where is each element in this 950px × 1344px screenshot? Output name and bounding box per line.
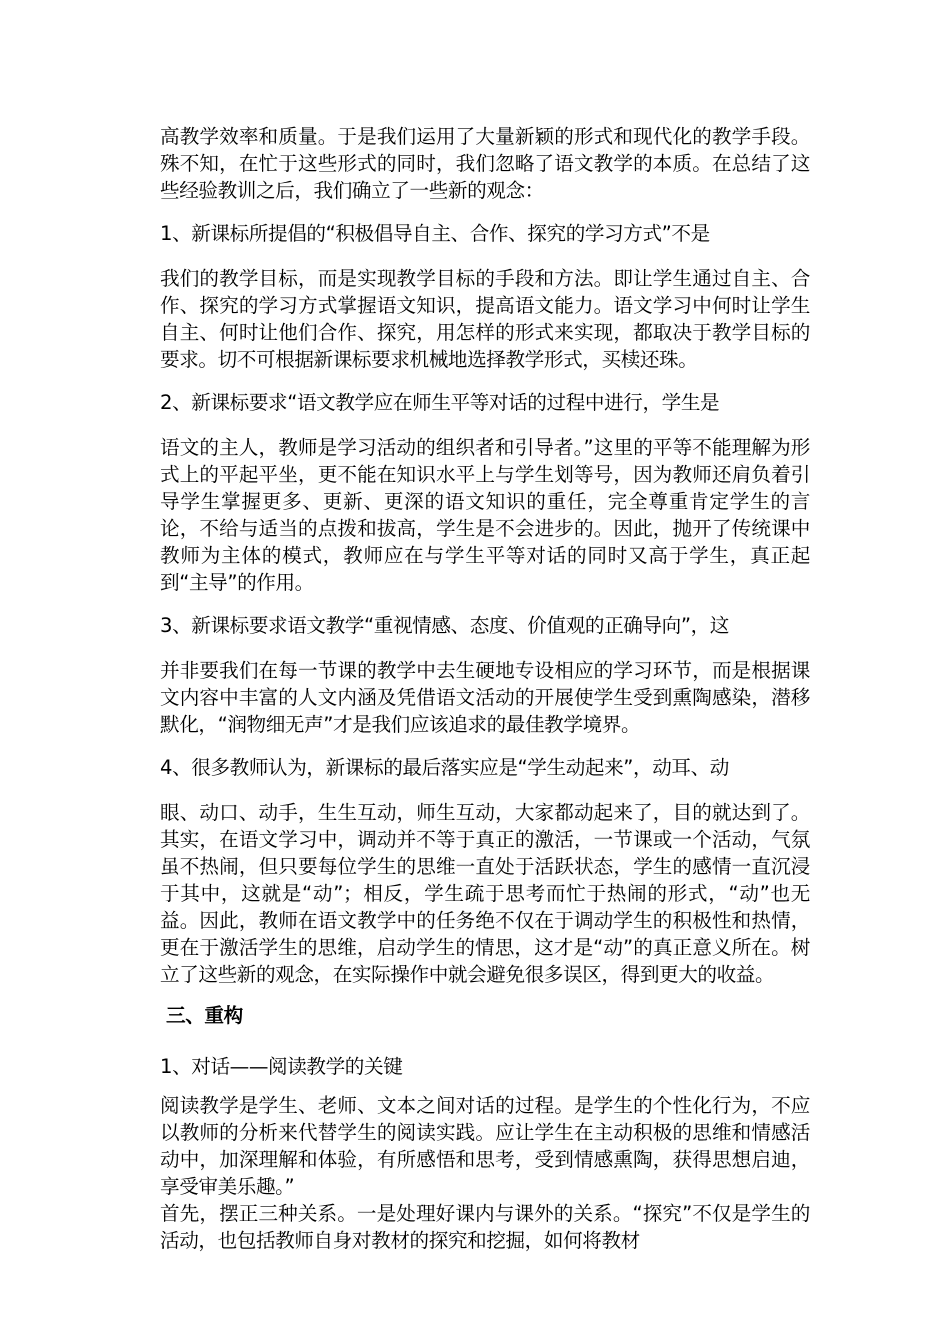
- item-3-body: 并非要我们在每一节课的教学中去生硬地专设相应的学习环节，而是根据课文内容中丰富的人文内涵及凭借语文活动的开展使学生受到熏陶感染，潜移默化，“润物细无声”才是我们应该追求的最佳教学境界。: [160, 659, 810, 736]
- item-1-first-line: 1、新课标所提倡的“积极倡导自主、合作、探究的学习方式”不是: [160, 222, 710, 245]
- subsection-1-paragraph: 阅读教学是学生、老师、文本之间对话的过程。是学生的个性化行为，不应以教师的分析来代替学生的阅读实践。应让学生在主动积极的思维和情感活动中，加深理解和体验，有所感悟和思考，受到情感熏陶，获得思想启迪，享受审美乐趣。”: [160, 1094, 810, 1198]
- document-body: [160, 123, 810, 1254]
- item-1-body: 我们的教学目标，而是实现教学目标的手段和方法。即让学生通过自主、合作、探究的学习方式掌握语文知识，提高语文能力。语文学习中何时让学生自主、何时让他们合作、探究，用怎样的形式来实现，都取决于教学目标的要求。切不可根据新课标要求机械地选择教学形式，买椟还珠。: [160, 267, 810, 371]
- section-3-heading: 三、重构: [166, 1004, 243, 1027]
- item-3-first-line: 3、新课标要求语文教学“重视情感、态度、价值观的正确导向”，这: [160, 614, 729, 637]
- intro-paragraph: 高教学效率和质量。于是我们运用了大量新颖的形式和现代化的教学手段。殊不知，在忙于这些形式的同时，我们忽略了语文教学的本质。在总结了这些经验教训之后，我们确立了一些新的观念：: [160, 125, 810, 202]
- item-2-body: 语文的主人，教师是学习活动的组织者和引导者。”这里的平等不能理解为形式上的平起平坐，更不能在知识水平上与学生划等号，因为教师还肩负着引导学生掌握更多、更新、更深的语文知识的重任，完全尊重肯定学生的言论，不给与适当的点拨和拔高，学生是不会进步的。因此，抛开了传统课中教师为主体的模式，教师应在与学生平等对话的同时又高于学生，真正起到“主导”的作用。: [160, 436, 810, 594]
- item-4-first-line: 4、很多教师认为，新课标的最后落实应是“学生动起来”，动耳、动: [160, 756, 729, 779]
- item-4-body: 眼、动口、动手，生生互动，师生互动，大家都动起来了，目的就达到了。其实，在语文学习中，调动并不等于真正的激活，一节课或一个活动，气氛虽不热闹，但只要每位学生的思维一直处于活跃状态，学生的感情一直沉浸于其中，这就是“动”；相反，学生疏于思考而忙于热闹的形式，“动”也无益。因此，教师在语文教学中的任务绝不仅在于调动学生的积极性和热情，更在于激活学生的思维，启动学生的情思，这才是“动”的真正意义所在。树立了这些新的观念，在实际操作中就会避免很多误区，得到更大的收益。: [160, 801, 810, 986]
- first-point-paragraph: 首先，摆正三种关系。一是处理好课内与课外的关系。“探究”不仅是学生的活动，也包括教师自身对教材的探究和挖掘，如何将教材: [160, 1202, 810, 1252]
- item-2-first-line: 2、新课标要求“语文教学应在师生平等对话的过程中进行，学生是: [160, 391, 720, 414]
- subsection-1-heading: 1、对话——阅读教学的关键: [160, 1055, 403, 1078]
